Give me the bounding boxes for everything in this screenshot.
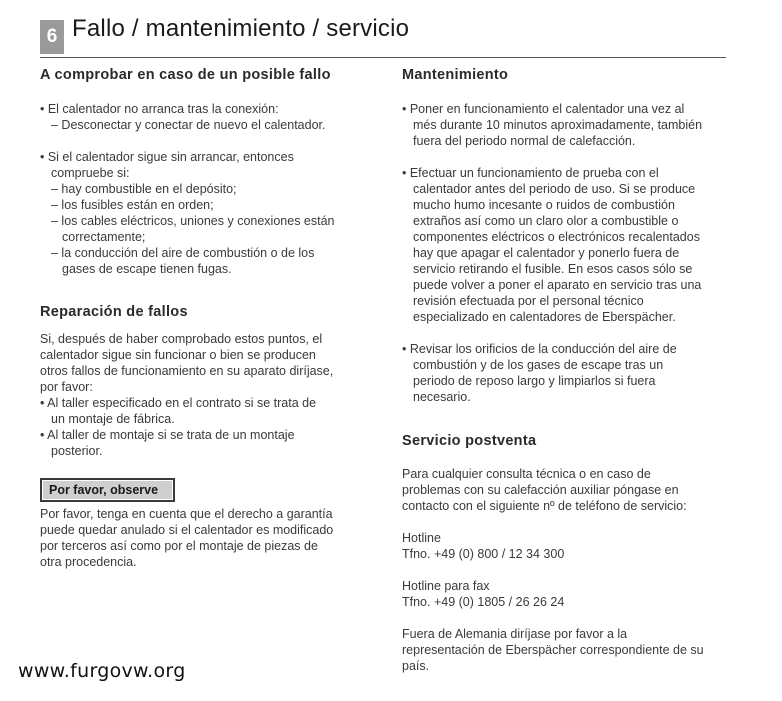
maintenance-bullet-1-line-2: més durante 10 minutos aproximadamente, también — [413, 118, 703, 132]
maintenance-bullet-3-line-3: periodo de reposo largo y limpiarlos si fuera — [413, 374, 656, 388]
repair-bullet-2-cont: posterior. — [51, 444, 103, 458]
header-rule — [40, 57, 726, 58]
check-section — [40, 66, 368, 277]
abroad-text-2: representación de Eberspächer correspondiente de su — [402, 643, 704, 657]
note-text-1: Por favor, tenga en cuenta que el derecho a garantía — [40, 507, 333, 521]
note-section — [40, 478, 368, 570]
maintenance-bullet-2-line-10: especializado en calentadores de Eberspächer. — [413, 310, 676, 324]
service-text-2: problemas con su calefacción auxiliar póngase en — [402, 483, 679, 497]
maintenance-bullet-2-line-5: componentes eléctricos o electrónicos recalentados — [413, 230, 700, 244]
check-sub-1: – hay combustible en el depósito; — [51, 182, 237, 196]
maintenance-bullet-3-line-2: combustión y de los gases de escape tras un — [413, 358, 664, 372]
check-sub-2: – los fusibles están en orden; — [51, 198, 214, 212]
hotline-label: Hotline — [402, 531, 441, 545]
maintenance-bullet-2-line-9: revisión efectuada por el personal técnico — [413, 294, 644, 308]
service-text-1: Para cualquier consulta técnica o en caso de — [402, 467, 651, 481]
check-item-2-cont: compruebe si: — [51, 166, 130, 180]
check-sub-4-cont: gases de escape tienen fugas. — [62, 262, 232, 276]
abroad-text-3: país. — [402, 659, 430, 673]
repair-text-1: Si, después de haber comprobado estos puntos, el — [40, 332, 323, 346]
maintenance-bullet-2-line-4: extraños así como un claro olor a combustible o — [413, 214, 679, 228]
page-title: Fallo / mantenimiento / servicio — [72, 15, 410, 42]
maintenance-bullet-2: • Efectuar un funcionamiento de prueba con el — [402, 166, 659, 180]
check-sub-4: – la conducción del aire de combustión o de los — [51, 246, 315, 260]
repair-section — [40, 303, 368, 459]
note-text-2: puede quedar anulado si el calentador es modificado — [40, 523, 334, 537]
maintenance-bullet-1-line-3: fuera del periodo normal de calefacción. — [413, 134, 636, 148]
maintenance-bullet-3: • Revisar los orificios de la conducción del aire de — [402, 342, 677, 356]
note-text-4: otra procedencia. — [40, 555, 137, 569]
chapter-number: 6 — [40, 20, 64, 54]
maintenance-bullet-2-line-8: puede volver a poner el aparato en servicio tras una — [413, 278, 702, 292]
note-text-3: por terceros así como por el montaje de piezas de — [40, 539, 318, 553]
hotline-phone: Tfno. +49 (0) 800 / 12 34 300 — [402, 547, 565, 561]
check-item-2: • Si el calentador sigue sin arrancar, entonces — [40, 150, 294, 164]
maintenance-bullet-1: • Poner en funcionamiento el calentador una vez al — [402, 102, 685, 116]
check-item-1: • El calentador no arranca tras la conexión: — [40, 102, 279, 116]
repair-text-2: calentador sigue sin funcionar o bien se producen — [40, 348, 316, 362]
repair-text-3: otros fallos de funcionamiento en su aparato diríjase, — [40, 364, 334, 378]
check-sub-3-cont: correctamente; — [62, 230, 146, 244]
service-text-3: contacto con el siguiente nº de teléfono de servicio: — [402, 499, 687, 513]
maintenance-bullet-3-line-4: necesario. — [413, 390, 471, 404]
left-column — [40, 66, 368, 570]
fax-label: Hotline para fax — [402, 579, 490, 593]
watermark: www.furgovw.org — [18, 660, 186, 682]
right-column — [402, 66, 732, 674]
maintenance-bullet-2-line-7: servicio retirando el fusible. En esos casos sólo se — [413, 262, 693, 276]
check-item-1-sub: – Desconectar y conectar de nuevo el calentador. — [51, 118, 326, 132]
maintenance-bullet-2-line-2: calentador antes del periodo de uso. Si se produce — [413, 182, 696, 196]
repair-text-4: por favor: — [40, 380, 93, 394]
check-heading: A comprobar en caso de un posible fallo — [40, 67, 331, 83]
note-label-box: Por favor, observe — [40, 478, 175, 502]
repair-bullet-1-cont: un montaje de fábrica. — [51, 412, 175, 426]
service-section — [402, 432, 732, 674]
maintenance-heading: Mantenimiento — [402, 67, 509, 83]
repair-bullet-2: • Al taller de montaje si se trata de un montaje — [40, 428, 295, 442]
maintenance-section — [402, 66, 732, 405]
repair-bullet-1: • Al taller especificado en el contrato si se trata de — [40, 396, 317, 410]
check-sub-3: – los cables eléctricos, uniones y conexiones están — [51, 214, 335, 228]
maintenance-bullet-2-line-6: hay que apagar el calentador y ponerlo fuera de — [413, 246, 680, 260]
service-heading: Servicio postventa — [402, 433, 537, 449]
repair-heading: Reparación de fallos — [40, 304, 188, 320]
maintenance-bullet-2-line-3: mucho humo incesante o ruidos de combustión — [413, 198, 675, 212]
fax-phone: Tfno. +49 (0) 1805 / 26 26 24 — [402, 595, 565, 609]
abroad-text-1: Fuera de Alemania diríjase por favor a la — [402, 627, 628, 641]
